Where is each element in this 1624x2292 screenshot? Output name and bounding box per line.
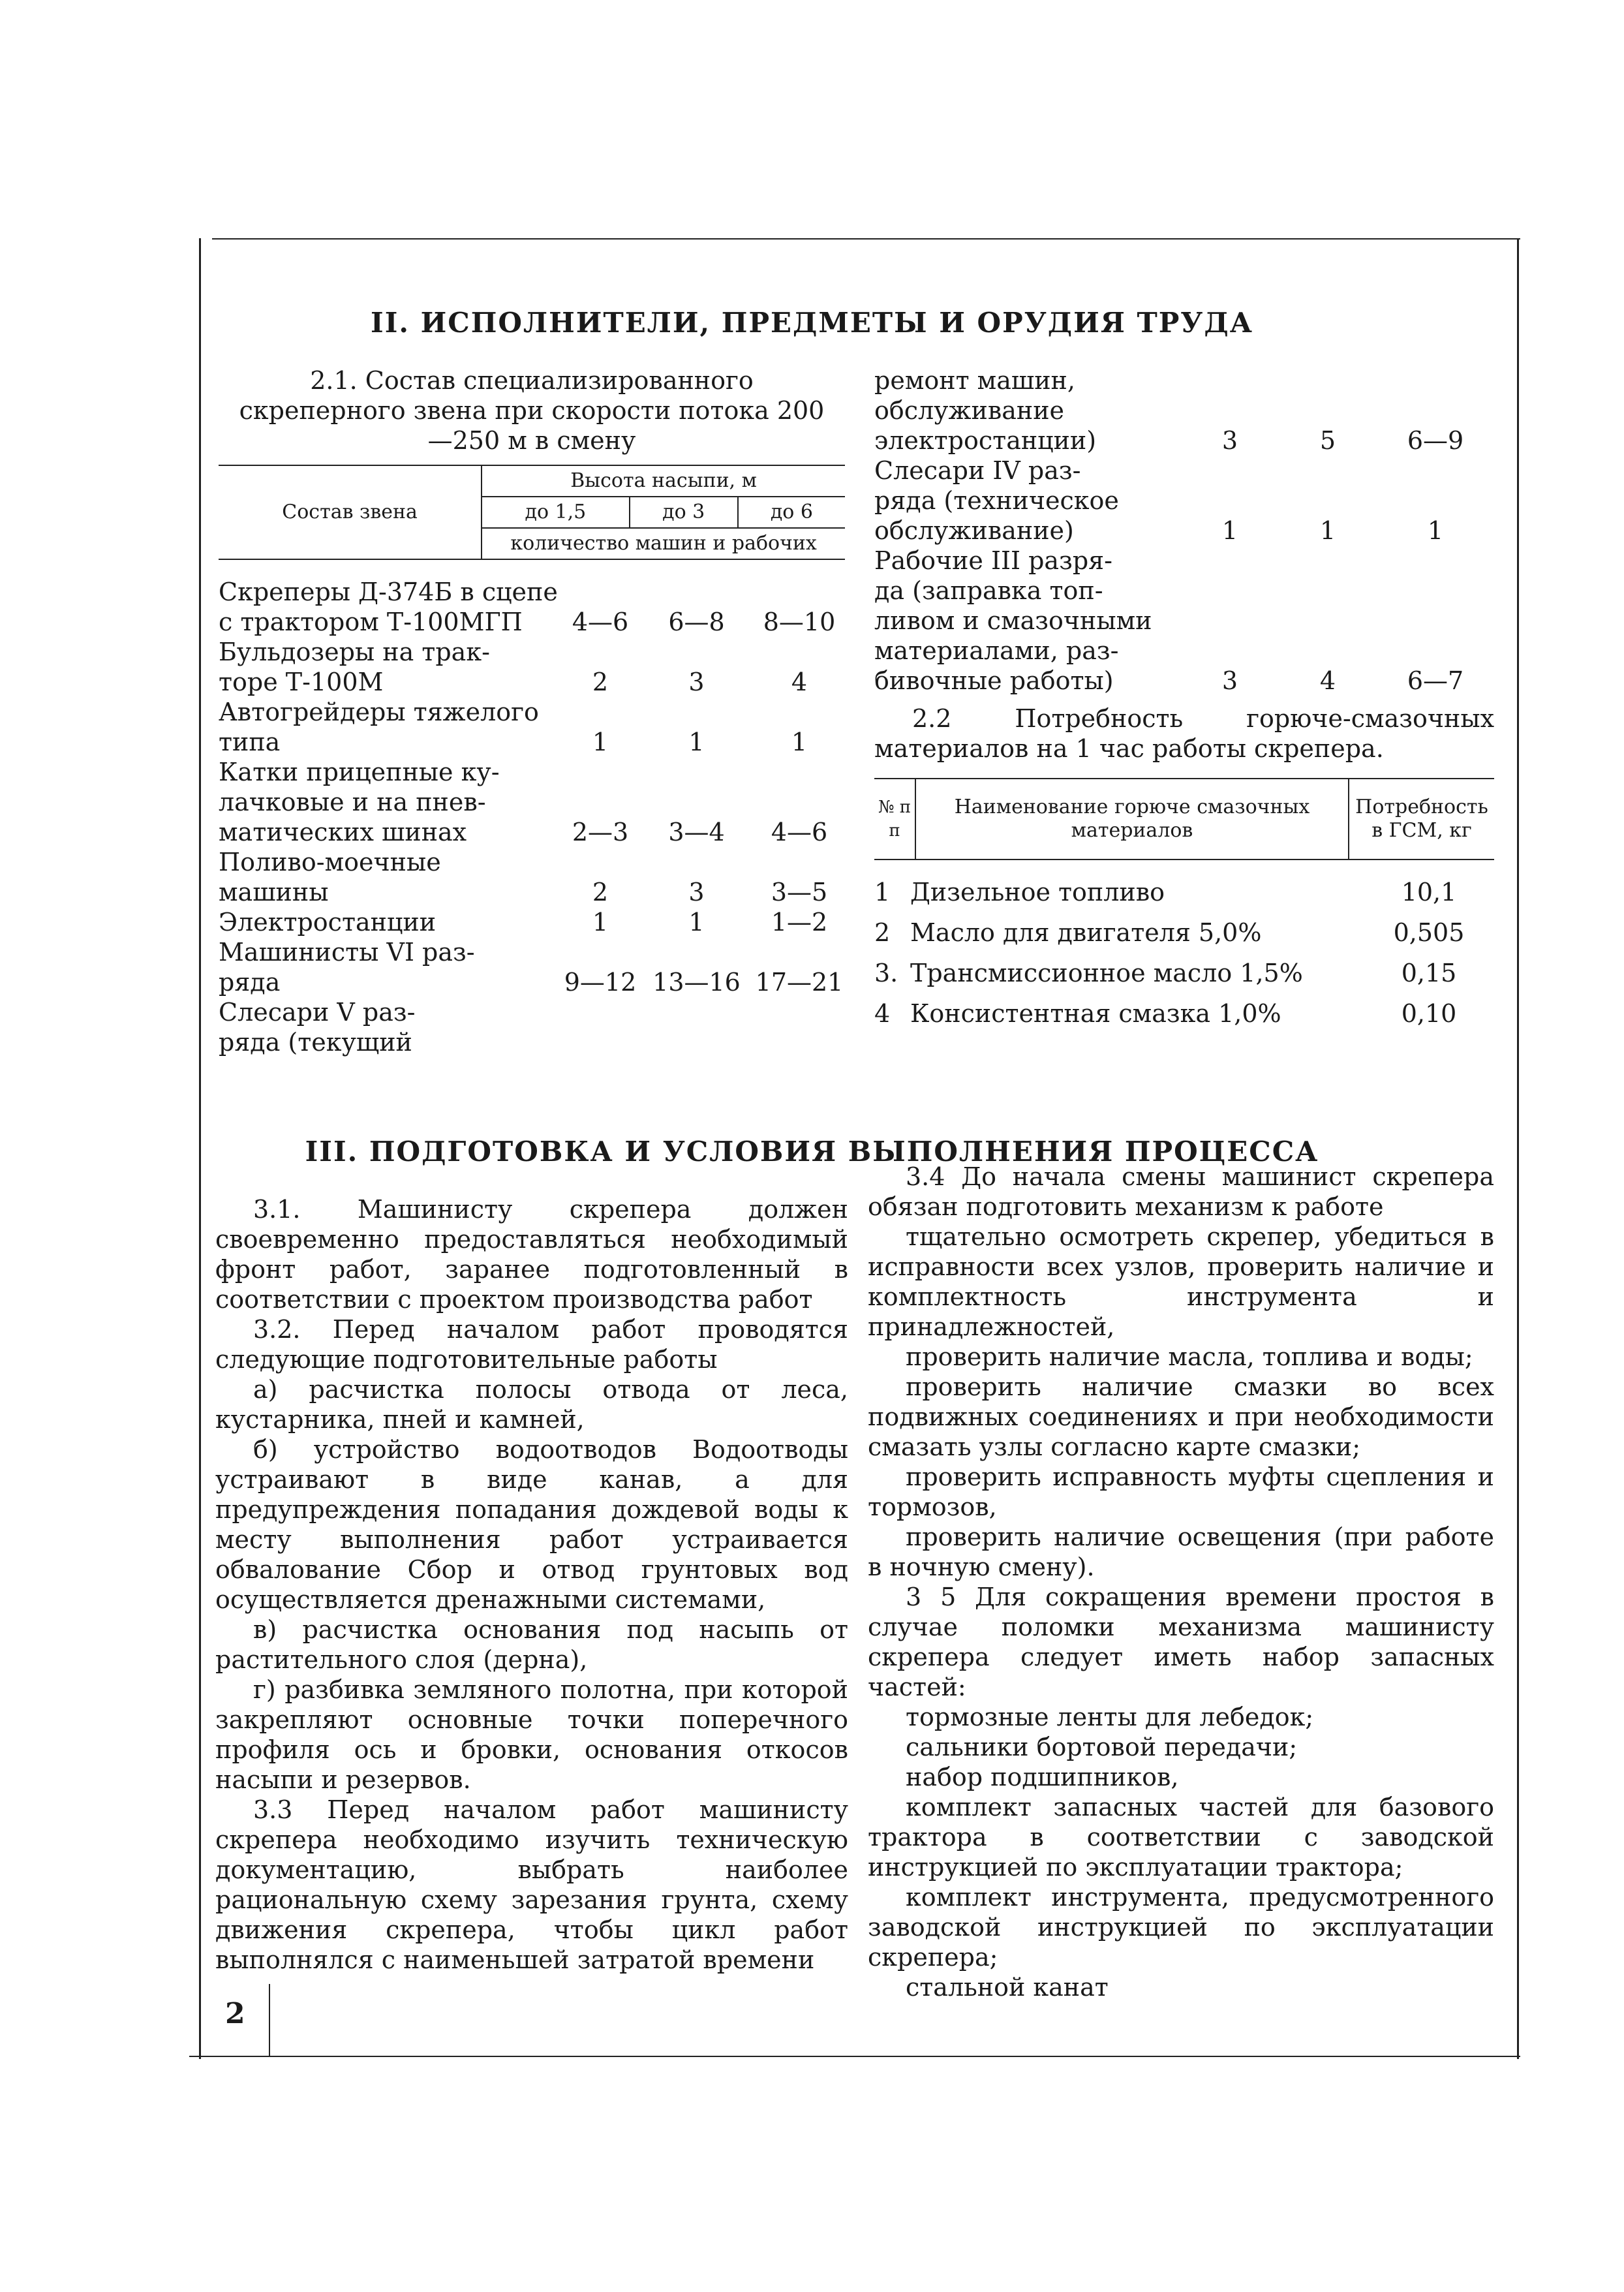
table-cell: 4 bbox=[874, 999, 891, 1028]
table-cell: 3 bbox=[688, 878, 705, 906]
table-row bbox=[874, 993, 1494, 1034]
paragraph: г) разбивка земляного полотна, при которой закрепляют основные точки поперечного профиля ось и бровки, основания откосов насыпи и резервов. bbox=[215, 1675, 848, 1794]
paragraph: набор подшипников, bbox=[906, 1763, 1179, 1791]
table-row bbox=[219, 937, 845, 997]
table-cell: 4 bbox=[791, 668, 808, 696]
table-1-block bbox=[219, 365, 845, 1057]
paragraph: 3.1. Машинисту скрепера должен своевременно предоставляться необходимый фронт работ, заранее подготовленный в соответствии с проектом производства работ bbox=[215, 1195, 848, 1314]
table-1-col-1: до 1,5 bbox=[482, 497, 629, 528]
paragraph: тщательно осмотреть скрепер, убедиться в исправности всех узлов, проверить наличие и комплектность инструмента и принадлежностей, bbox=[868, 1222, 1494, 1341]
top-border-line bbox=[212, 238, 1520, 240]
row-label: Слесари V раз- bbox=[219, 998, 416, 1027]
table-row bbox=[874, 953, 1494, 993]
table-row bbox=[219, 907, 845, 937]
table-row bbox=[219, 757, 845, 847]
paragraph: в) расчистка основания под насыпь от растительного слоя (дерна), bbox=[215, 1615, 848, 1674]
table-cell: 3 bbox=[1221, 426, 1238, 455]
table-1-header-group: Высота насыпи, м bbox=[482, 466, 845, 497]
table-cell: 1 bbox=[1319, 516, 1336, 545]
table-row bbox=[874, 456, 1494, 546]
table-cell: 2—3 bbox=[572, 818, 629, 846]
row-label: Консистентная смазка 1,0% bbox=[910, 999, 1281, 1028]
table-row bbox=[874, 365, 1494, 456]
row-label: ряда bbox=[219, 968, 281, 997]
table-cell: 1—2 bbox=[771, 908, 828, 937]
table-cell: 3—5 bbox=[771, 878, 828, 906]
paragraph: 3.3 Перед началом работ машинисту скрепера необходимо изучить техническую документацию, выбрать наиболее рациональную схему зарезания грунта, схему движения скрепера, чтобы цикл работ выполнялся с наименьшей затратой времени bbox=[215, 1795, 848, 1974]
table-cell: 1 bbox=[874, 878, 891, 906]
table-cell: 2 bbox=[874, 918, 891, 947]
table-row bbox=[219, 697, 845, 757]
section-3-right-column bbox=[868, 1162, 1494, 2002]
paragraph: комплект инструмента, предусмотренного заводской инструкцией по эксплуатации скрепера; bbox=[868, 1883, 1494, 1972]
table-1-caption: 2.1. Состав специализированного скреперного звена при скорости потока 200—250 м в смену bbox=[239, 366, 825, 455]
row-label: Катки прицепные ку- bbox=[219, 758, 500, 786]
table-2-header-number: № п п bbox=[874, 779, 915, 859]
bottom-border-line bbox=[189, 2056, 1520, 2057]
table-cell: 5 bbox=[1319, 426, 1336, 455]
paragraph: комплект запасных частей для базового трактора в соответствии с заводской инструкцией по эксплуатации трактора; bbox=[868, 1793, 1494, 1882]
row-label: Дизельное топливо bbox=[910, 878, 1165, 906]
row-label: типа bbox=[219, 728, 281, 756]
row-label: с трактором Т-100МГП bbox=[219, 608, 523, 636]
table-row bbox=[219, 847, 845, 907]
paragraph: проверить наличие масла, топлива и воды; bbox=[906, 1342, 1473, 1371]
table-2-header bbox=[874, 779, 1494, 859]
table-cell: 10,1 bbox=[1401, 878, 1457, 906]
row-label: обслуживание) bbox=[874, 516, 1074, 545]
row-label: Автогрейдеры тяжелого bbox=[219, 698, 539, 726]
page-number-divider bbox=[269, 1984, 270, 2056]
row-label: ряда (техническое bbox=[874, 486, 1119, 515]
table-cell: 4 bbox=[1319, 666, 1336, 695]
row-label: матических шинах bbox=[219, 818, 467, 846]
table-1-continuation bbox=[874, 365, 1494, 1034]
paragraph: проверить наличие смазки во всех подвижных соединениях и при необходимости смазать узлы согласно карте смазки; bbox=[868, 1372, 1494, 1461]
paragraph: стальной канат bbox=[906, 1973, 1109, 2002]
row-label: материалами, раз- bbox=[874, 636, 1119, 665]
table-2-caption: 2.2 Потребность горюче-смазочных материалов на 1 час работы скрепера. bbox=[874, 704, 1494, 763]
paragraph: 3 5 Для сокращения времени простоя в случае поломки механизма машинисту скрепера следует иметь набор запасных частей: bbox=[868, 1583, 1494, 1701]
row-label: да (заправка топ- bbox=[874, 576, 1103, 605]
table-row bbox=[874, 912, 1494, 953]
paragraph: проверить исправность муфты сцепления и тормозов, bbox=[868, 1463, 1494, 1521]
table-cell: 1 bbox=[1221, 516, 1238, 545]
table-cell: 4—6 bbox=[771, 818, 828, 846]
row-label: Скреперы Д-374Б в сцепе bbox=[219, 578, 558, 606]
table-cell: 3. bbox=[874, 959, 898, 987]
table-cell: 6—8 bbox=[668, 608, 725, 636]
row-label: Трансмиссионное масло 1,5% bbox=[910, 959, 1303, 987]
row-label: бивочные работы) bbox=[874, 666, 1114, 695]
table-cell: 1 bbox=[1427, 516, 1444, 545]
paragraph: 3.2. Перед началом работ проводятся следующие подготовительные работы bbox=[215, 1315, 848, 1374]
page-number: 2 bbox=[225, 1997, 245, 2030]
table-1-col-2: до 3 bbox=[630, 497, 738, 528]
row-label: обслуживание bbox=[874, 396, 1065, 425]
table-cell: 1 bbox=[592, 728, 609, 756]
table-cell: 4—6 bbox=[572, 608, 629, 636]
table-row bbox=[219, 577, 845, 637]
table-row bbox=[874, 546, 1494, 696]
table-cell: 1 bbox=[688, 908, 705, 937]
row-label: Машинисты VI раз- bbox=[219, 938, 475, 967]
row-label: электростанции) bbox=[874, 426, 1097, 455]
table-2-header-value: Потребность в ГСМ, кг bbox=[1355, 796, 1488, 842]
row-label: Бульдозеры на трак- bbox=[219, 638, 490, 666]
table-cell: 13—16 bbox=[652, 968, 741, 997]
table-1-subheader: количество машин и рабочих bbox=[510, 532, 817, 555]
table-cell: 0,505 bbox=[1393, 918, 1465, 947]
table-2-header-name: Наименование горюче смазочных материалов bbox=[915, 779, 1349, 859]
table-1-header bbox=[219, 466, 845, 559]
paragraph: проверить наличие освещения (при работе в ночную смену). bbox=[868, 1523, 1494, 1581]
table-cell: 3 bbox=[1221, 666, 1238, 695]
table-row bbox=[219, 637, 845, 697]
table-cell: 1 bbox=[791, 728, 808, 756]
table-cell: 6—9 bbox=[1407, 426, 1464, 455]
row-label: ремонт машин, bbox=[874, 366, 1075, 395]
table-1-body bbox=[219, 577, 845, 1057]
paragraph: б) устройство водоотводов Водоотводы устраивают в виде канав, а для предупреждения попадания дождевой воды к месту выполнения работ устраивается обвалование Сбор и отвод грунтовых вод осуществляется дренажными системами, bbox=[215, 1435, 848, 1614]
table-cell: 2 bbox=[592, 668, 609, 696]
section-3-title: III. ПОДГОТОВКА И УСЛОВИЯ ВЫПОЛНЕНИЯ ПРОЦЕССА bbox=[305, 1136, 1319, 1168]
table-cell: 1 bbox=[688, 728, 705, 756]
table-1-header-composition: Состав звена bbox=[219, 466, 482, 559]
row-label: ливом и смазочными bbox=[874, 606, 1152, 635]
table-1-col-3: до 6 bbox=[738, 497, 845, 528]
row-label: Рабочие III разря- bbox=[874, 546, 1112, 575]
table-cell: 8—10 bbox=[763, 608, 836, 636]
table-row bbox=[874, 872, 1494, 912]
section-2-title: II. ИСПОЛНИТЕЛИ, ПРЕДМЕТЫ И ОРУДИЯ ТРУДА bbox=[371, 307, 1253, 339]
table-cell: 1 bbox=[592, 908, 609, 937]
table-cell: 3 bbox=[688, 668, 705, 696]
row-label: Поливо-моечные bbox=[219, 848, 441, 876]
paragraph: тормозные ленты для лебедок; bbox=[906, 1703, 1314, 1731]
row-label: машины bbox=[219, 878, 329, 906]
row-label: Масло для двигателя 5,0% bbox=[910, 918, 1262, 947]
table-cell: 0,10 bbox=[1401, 999, 1457, 1028]
paragraph: сальники бортовой передачи; bbox=[906, 1733, 1298, 1761]
row-label: Электростанции bbox=[219, 908, 437, 937]
table-cell: 6—7 bbox=[1407, 666, 1464, 695]
row-label: торе Т-100М bbox=[219, 668, 384, 696]
table-cell: 0,15 bbox=[1401, 959, 1457, 987]
row-label: ряда (текущий bbox=[219, 1028, 412, 1057]
table-2-body bbox=[874, 872, 1494, 1034]
row-label: Слесари IV раз- bbox=[874, 456, 1081, 485]
table-cell: 17—21 bbox=[755, 968, 844, 997]
table-row bbox=[219, 997, 845, 1057]
paragraph: а) расчистка полосы отвода от леса, кустарника, пней и камней, bbox=[215, 1375, 848, 1434]
row-label: лачковые и на пнев- bbox=[219, 788, 486, 816]
paragraph: 3.4 До начала смены машинист скрепера обязан подготовить механизм к работе bbox=[868, 1162, 1494, 1221]
table-cell: 3—4 bbox=[668, 818, 725, 846]
table-cell: 9—12 bbox=[564, 968, 637, 997]
table-cell: 2 bbox=[592, 878, 609, 906]
section-3-left-column bbox=[215, 1194, 848, 1975]
